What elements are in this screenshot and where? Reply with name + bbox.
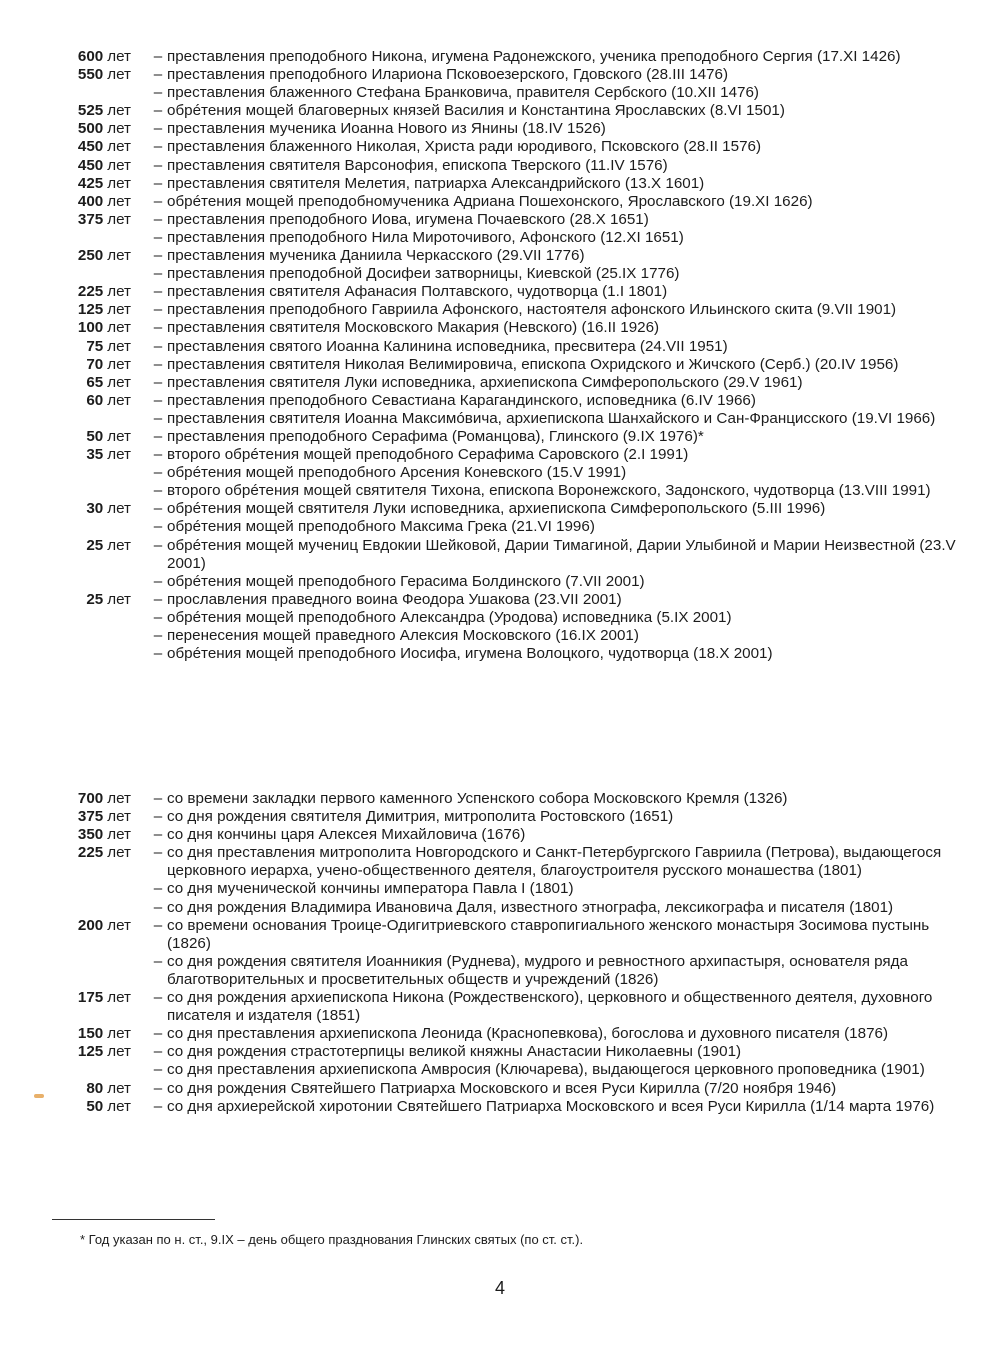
- anniversary-item-text: преставления святителя Мелетия, патриарха Александрийского (13.X 1601): [167, 174, 705, 192]
- anniversary-entry: [0, 247, 1000, 283]
- anniversary-item-text: преставления мученика Иоанна Нового из Янины (18.IV 1526): [167, 120, 606, 138]
- anniversary-item: – преставления святителя Афанасия Полтавского, чудотворца (1.I 1801): [167, 283, 960, 301]
- anniversary-entry: [0, 1043, 1000, 1079]
- anniversary-item: – преставления блаженного Стефана Бранковича, правителя Сербского (10.XII 1476): [167, 84, 960, 102]
- anniversary-item-text: преставления святителя Варсонофия, епископа Тверского (11.IV 1576): [167, 156, 668, 174]
- anniversary-item: – обрéтения мощей мучениц Евдокии Шейковой, Дарии Тимагиной, Дарии Улыбиной и Марии Неизвестной (23.V 2001): [167, 537, 960, 573]
- anniversary-years: [0, 591, 131, 663]
- anniversary-item-text: обрéтения мощей преподобного Герасима Болдинского (7.VII 2001): [167, 572, 645, 590]
- anniversary-item: – второго обрéтения мощей святителя Тихона, епископа Воронежского, Задонского, чудотворца (13.VIII 1991): [167, 482, 960, 500]
- years-unit: лет: [107, 156, 131, 174]
- anniversary-item: – со дня мученической кончины императора Павла I (1801): [167, 880, 960, 898]
- anniversary-item-text: обрéтения мощей благоверных князей Василия и Константина Ярославских (8.VI 1501): [167, 102, 785, 120]
- years-unit: лет: [107, 210, 131, 228]
- anniversary-entry: [0, 1080, 1000, 1098]
- years-unit: лет: [107, 301, 131, 319]
- years-number: 175: [77, 989, 104, 1007]
- years-unit: лет: [107, 192, 131, 210]
- anniversary-item: – преставления святого Иоанна Калинина исповедника, пресвитера (24.VII 1951): [167, 338, 960, 356]
- years-number: 425: [77, 174, 104, 192]
- years-number: 35: [86, 446, 104, 464]
- anniversary-years: [0, 48, 131, 66]
- anniversary-years: [0, 356, 131, 374]
- years-unit: лет: [107, 48, 131, 65]
- anniversary-item-text: перенесения мощей праведного Алексия Московского (16.IX 2001): [167, 627, 639, 644]
- anniversary-item: – обрéтения мощей преподобного Александра (Уродова) исповедника (5.IX 2001): [167, 609, 960, 627]
- years-number: 50: [86, 427, 104, 445]
- anniversary-item: – со времени закладки первого каменного Успенского собора Московского Кремля (1326): [167, 790, 960, 808]
- anniversary-years: [0, 917, 131, 989]
- anniversary-entry: [0, 826, 1000, 844]
- years-unit: лет: [107, 790, 131, 807]
- anniversary-years: [0, 989, 131, 1025]
- years-unit: лет: [107, 337, 131, 355]
- anniversary-item: – обрéтения мощей преподобного Максима Грека (21.VI 1996): [167, 518, 960, 536]
- years-number: 100: [77, 319, 104, 337]
- anniversary-entry: [0, 138, 1000, 156]
- anniversary-years: [0, 157, 131, 175]
- years-number: 30: [86, 500, 104, 518]
- anniversary-entry: [0, 790, 1000, 808]
- anniversary-entry: [0, 428, 1000, 446]
- anniversary-item-text: второго обрéтения мощей преподобного Серафима Саровского (2.I 1991): [167, 446, 689, 464]
- anniversary-entry: [0, 319, 1000, 337]
- anniversary-item-text: преставления святителя Афанасия Полтавского, чудотворца (1.I 1801): [167, 283, 668, 301]
- years-number: 125: [77, 301, 104, 319]
- years-number: 70: [86, 355, 104, 373]
- anniversary-item: – второго обрéтения мощей преподобного Серафима Саровского (2.I 1991): [167, 446, 960, 464]
- years-number: 225: [77, 844, 104, 862]
- anniversary-entry: [0, 808, 1000, 826]
- anniversary-years: [0, 138, 131, 156]
- anniversary-item-text: обрéтения мощей преподобного Максима Грека (21.VI 1996): [167, 518, 595, 536]
- anniversaries-church-list: [0, 48, 1000, 663]
- anniversary-entry: [0, 844, 1000, 916]
- anniversary-item-text: со дня рождения святителя Иоанникия (Руднева), мудрого и ревностного архипастыря, основателя ряда благотворительных и просветительных обществ и учреждений (1826): [167, 952, 908, 988]
- anniversary-item: – со дня преставления архиепископа Амвросия (Ключарева), выдающегося церковного проповедника (1901): [167, 1061, 960, 1079]
- anniversary-years: [0, 175, 131, 193]
- anniversary-item: – преставления мученика Иоанна Нового из Янины (18.IV 1526): [167, 120, 960, 138]
- anniversary-years: [0, 102, 131, 120]
- anniversary-item: – обрéтения мощей преподобного Арсения Коневского (15.V 1991): [167, 464, 960, 482]
- years-unit: лет: [107, 373, 131, 391]
- anniversary-item-text: преставления преподобного Нила Мироточивого, Афонского (12.XI 1651): [167, 228, 684, 246]
- anniversaries-history-list: [0, 790, 1000, 1116]
- anniversary-item-text: обрéтения мощей мучениц Евдокии Шейковой, Дарии Тимагиной, Дарии Улыбиной и Марии Неизвестной (23.V 2001): [167, 536, 956, 572]
- years-number: 25: [86, 590, 104, 608]
- anniversary-entry: [0, 392, 1000, 428]
- anniversary-item: – преставления блаженного Николая, Христа ради юродивого, Псковского (28.II 1576): [167, 138, 960, 156]
- anniversary-entry: [0, 591, 1000, 663]
- margin-mark: [34, 1094, 44, 1098]
- years-unit: лет: [107, 1025, 131, 1043]
- years-number: 200: [77, 916, 104, 934]
- anniversary-item: – преставления святителя Мелетия, патриарха Александрийского (13.X 1601): [167, 175, 960, 193]
- anniversary-entry: [0, 1098, 1000, 1116]
- years-unit: лет: [107, 391, 131, 409]
- anniversary-item: – преставления преподобного Севастиана Карагандинского, исповедника (6.IV 1966): [167, 392, 960, 410]
- anniversary-item-text: со дня архиерейской хиротонии Святейшего Патриарха Московского и всея Руси Кирилла (1/14 марта 1976): [167, 1097, 935, 1115]
- anniversary-item: – преставления преподобного Серафима (Романцова), Глинского (9.IX 1976)*: [167, 428, 960, 446]
- anniversary-item-text: преставления преподобного Иова, игумена Почаевского (28.X 1651): [167, 210, 649, 228]
- anniversary-item: – преставления преподобного Нила Мироточивого, Афонского (12.XI 1651): [167, 229, 960, 247]
- years-unit: лет: [107, 319, 131, 337]
- years-unit: лет: [107, 120, 131, 138]
- anniversary-years: [0, 193, 131, 211]
- anniversary-years: [0, 1098, 131, 1116]
- years-unit: лет: [107, 1097, 131, 1115]
- anniversary-years: [0, 392, 131, 428]
- anniversary-entry: [0, 66, 1000, 102]
- anniversary-item-text: преставления святителя Николая Велимировича, епископа Охридского и Жичского (Серб.) (20.IV 1956): [167, 355, 899, 373]
- anniversary-item: – преставления святителя Иоанна Максимóвича, архиепископа Шанхайского и Сан-Францисского (19.VI 1966): [167, 410, 960, 428]
- years-number: 450: [77, 138, 104, 156]
- anniversary-item-text: обрéтения мощей преподобномученика Адриана Пошехонского, Ярославского (19.XI 1626): [167, 192, 813, 210]
- years-unit: лет: [107, 500, 131, 518]
- anniversary-years: [0, 790, 131, 808]
- anniversary-item-text: со дня преставления архиепископа Амвросия (Ключарева), выдающегося церковного проповедника (1901): [167, 1061, 925, 1079]
- anniversary-item: – обрéтения мощей преподобномученика Адриана Пошехонского, Ярославского (19.XI 1626): [167, 193, 960, 211]
- years-unit: лет: [107, 826, 131, 844]
- anniversary-years: [0, 211, 131, 247]
- anniversary-item-text: преставления преподобного Серафима (Романцова), Глинского (9.IX 1976)*: [167, 427, 704, 445]
- years-number: 125: [77, 1043, 104, 1061]
- anniversary-item: – преставления преподобной Досифеи затворницы, Киевской (25.IX 1776): [167, 265, 960, 283]
- years-unit: лет: [107, 247, 131, 265]
- anniversary-item: – преставления преподобного Иова, игумена Почаевского (28.X 1651): [167, 211, 960, 229]
- anniversary-years: [0, 537, 131, 591]
- anniversary-item-text: обрéтения мощей преподобного Арсения Коневского (15.V 1991): [167, 464, 627, 482]
- anniversary-item-text: со дня преставления митрополита Новгородского и Санкт-Петербургского Гавриила (Петрова), выдающегося церковного иерарха, учено-общественного деятеля, благоустроителя русского монашества (1801): [167, 844, 942, 880]
- years-number: 375: [77, 808, 104, 826]
- anniversary-item-text: со времени закладки первого каменного Успенского собора Московского Кремля (1326): [167, 790, 788, 807]
- anniversary-item: – обрéтения мощей преподобного Иосифа, игумена Волоцкого, чудотворца (18.X 2001): [167, 645, 960, 663]
- anniversary-item-text: со дня рождения Святейшего Патриарха Московского и всея Руси Кирилла (7/20 ноября 1946): [167, 1079, 837, 1097]
- anniversary-item-text: обрéтения мощей святителя Луки исповедника, архиепископа Симферопольского (5.III 1996): [167, 500, 826, 518]
- anniversary-item-text: обрéтения мощей преподобного Александра (Уродова) исповедника (5.IX 2001): [167, 608, 732, 626]
- page-number: 4: [494, 1278, 505, 1298]
- anniversary-entry: [0, 1025, 1000, 1043]
- years-number: 525: [77, 102, 104, 120]
- years-number: 25: [86, 536, 104, 554]
- anniversary-item-text: преставления святителя Иоанна Максимóвича, архиепископа Шанхайского и Сан-Францисского (19.VI 1966): [167, 409, 936, 427]
- anniversary-item: – преставления преподобного Илариона Псковоезерского, Гдовского (28.III 1476): [167, 66, 960, 84]
- anniversary-item: – преставления преподобного Никона, игумена Радонежского, ученика преподобного Сергия (17.XI 1426): [167, 48, 960, 66]
- anniversary-item: – преставления святителя Варсонофия, епископа Тверского (11.IV 1576): [167, 157, 960, 175]
- years-number: 60: [86, 391, 104, 409]
- anniversary-entry: [0, 374, 1000, 392]
- anniversary-item-text: преставления блаженного Стефана Бранковича, правителя Сербского (10.XII 1476): [167, 84, 759, 102]
- anniversary-item: – со дня рождения святителя Иоанникия (Руднева), мудрого и ревностного архипастыря, основателя ряда благотворительных и просветительных обществ и учреждений (1826): [167, 953, 960, 989]
- anniversary-item: – обрéтения мощей святителя Луки исповедника, архиепископа Симферопольского (5.III 1996): [167, 500, 960, 518]
- anniversary-entry: [0, 356, 1000, 374]
- anniversary-item: – преставления мученика Даниила Черкасского (29.VII 1776): [167, 247, 960, 265]
- anniversary-item: – со дня рождения страстотерпицы великой княжны Анастасии Николаевны (1901): [167, 1043, 960, 1061]
- years-unit: лет: [107, 1043, 131, 1061]
- anniversary-item: – обрéтения мощей преподобного Герасима Болдинского (7.VII 2001): [167, 573, 960, 591]
- anniversary-years: [0, 374, 131, 392]
- anniversary-years: [0, 283, 131, 301]
- anniversary-item: – прославления праведного воина Феодора Ушакова (23.VII 2001): [167, 591, 960, 609]
- anniversary-entry: [0, 283, 1000, 301]
- anniversary-entry: [0, 500, 1000, 536]
- anniversary-years: [0, 247, 131, 283]
- years-number: 150: [77, 1025, 104, 1043]
- anniversary-years: [0, 120, 131, 138]
- anniversary-item-text: обрéтения мощей преподобного Иосифа, игумена Волоцкого, чудотворца (18.X 2001): [167, 645, 773, 663]
- years-unit: лет: [107, 844, 131, 862]
- years-number: 65: [86, 373, 104, 391]
- anniversary-years: [0, 66, 131, 102]
- anniversary-item: – со дня рождения Владимира Ивановича Даля, известного этнографа, лексикографа и писателя (1801): [167, 899, 960, 917]
- anniversary-item-text: со дня рождения Владимира Ивановича Даля, известного этнографа, лексикографа и писателя (1801): [167, 898, 894, 916]
- footnote: * Год указан по н. ст., 9.IX – день общего празднования Глинских святых (по ст. ст.).: [80, 1232, 584, 1247]
- years-unit: лет: [107, 808, 131, 826]
- anniversary-item-text: со дня мученической кончины императора Павла I (1801): [167, 880, 574, 898]
- anniversary-item-text: со дня рождения страстотерпицы великой княжны Анастасии Николаевны (1901): [167, 1043, 742, 1061]
- anniversary-item-text: со дня рождения архиепископа Никона (Рождественского), церковного и общественного деятеля, духовного писателя и издателя (1851): [167, 989, 933, 1025]
- anniversary-years: [0, 446, 131, 500]
- anniversary-item-text: преставления преподобного Никона, игумена Радонежского, ученика преподобного Сергия (17.XI 1426): [167, 48, 901, 65]
- anniversary-years: [0, 319, 131, 337]
- anniversary-years: [0, 500, 131, 536]
- years-number: 250: [77, 247, 104, 265]
- anniversary-item-text: преставления святителя Московского Макария (Невского) (16.II 1926): [167, 319, 660, 337]
- anniversary-item-text: преставления блаженного Николая, Христа ради юродивого, Псковского (28.II 1576): [167, 138, 762, 156]
- years-unit: лет: [107, 355, 131, 373]
- years-unit: лет: [107, 989, 131, 1007]
- anniversary-entry: [0, 120, 1000, 138]
- anniversary-item-text: преставления мученика Даниила Черкасского (29.VII 1776): [167, 247, 585, 265]
- anniversary-item-text: со времени основания Троице-Одигитриевского ставропигиального женского монастыря Зосимова пустынь (1826): [167, 916, 930, 952]
- anniversary-item-text: со дня кончины царя Алексея Михайловича (1676): [167, 826, 526, 844]
- anniversary-entry: [0, 537, 1000, 591]
- years-unit: лет: [107, 138, 131, 156]
- anniversary-entry: [0, 175, 1000, 193]
- anniversary-years: [0, 1080, 131, 1098]
- years-number: 550: [77, 66, 104, 84]
- anniversary-item-text: со дня рождения святителя Димитрия, митрополита Ростовского (1651): [167, 808, 674, 826]
- anniversary-item: – преставления святителя Николая Велимировича, епископа Охридского и Жичского (Серб.) (20.IV 1956): [167, 356, 960, 374]
- anniversary-item: – со дня рождения Святейшего Патриарха Московского и всея Руси Кирилла (7/20 ноября 1946): [167, 1080, 960, 1098]
- anniversary-item: – со дня преставления митрополита Новгородского и Санкт-Петербургского Гавриила (Петрова), выдающегося церковного иерарха, учено-общественного деятеля, благоустроителя русского монашества (1801): [167, 844, 960, 880]
- anniversary-item: – со дня рождения святителя Димитрия, митрополита Ростовского (1651): [167, 808, 960, 826]
- footnote-separator: [52, 1219, 215, 1220]
- anniversary-item: – преставления святителя Луки исповедника, архиепископа Симферопольского (29.V 1961): [167, 374, 960, 392]
- years-number: 350: [77, 826, 104, 844]
- anniversary-item-text: преставления святого Иоанна Калинина исповедника, пресвитера (24.VII 1951): [167, 337, 728, 355]
- anniversary-item-text: преставления преподобного Гавриила Афонского, настоятеля афонского Ильинского скита (9.VII 1901): [167, 301, 897, 319]
- years-unit: лет: [107, 590, 131, 608]
- anniversary-item-text: прославления праведного воина Феодора Ушакова (23.VII 2001): [167, 590, 622, 608]
- years-unit: лет: [107, 283, 131, 301]
- years-number: 400: [77, 192, 104, 210]
- anniversary-entry: [0, 211, 1000, 247]
- anniversary-item: – со дня преставления архиепископа Леонида (Краснопевкова), богослова и духовного писателя (1876): [167, 1025, 960, 1043]
- anniversary-item: – перенесения мощей праведного Алексия Московского (16.IX 2001): [167, 627, 960, 645]
- years-number: 450: [77, 156, 104, 174]
- anniversary-entry: [0, 193, 1000, 211]
- anniversary-entry: [0, 48, 1000, 66]
- anniversary-entry: [0, 157, 1000, 175]
- years-unit: лет: [107, 446, 131, 464]
- years-number: 700: [77, 790, 104, 807]
- years-unit: лет: [107, 102, 131, 120]
- anniversary-years: [0, 428, 131, 446]
- years-unit: лет: [107, 174, 131, 192]
- anniversary-item-text: второго обрéтения мощей святителя Тихона, епископа Воронежского, Задонского, чудотворца (13.VIII 1991): [167, 482, 931, 500]
- anniversary-years: [0, 301, 131, 319]
- years-number: 80: [86, 1079, 104, 1097]
- years-number: 75: [86, 337, 104, 355]
- anniversary-item: – со времени основания Троице-Одигитриевского ставропигиального женского монастыря Зосимова пустынь (1826): [167, 917, 960, 953]
- anniversary-years: [0, 1025, 131, 1043]
- years-unit: лет: [107, 916, 131, 934]
- years-number: 375: [77, 210, 104, 228]
- anniversary-item-text: со дня преставления архиепископа Леонида (Краснопевкова), богослова и духовного писателя (1876): [167, 1025, 889, 1043]
- anniversary-item-text: преставления преподобного Илариона Псковоезерского, Гдовского (28.III 1476): [167, 66, 729, 84]
- anniversary-years: [0, 338, 131, 356]
- anniversary-item: – со дня рождения архиепископа Никона (Рождественского), церковного и общественного деятеля, духовного писателя и издателя (1851): [167, 989, 960, 1025]
- years-unit: лет: [107, 536, 131, 554]
- anniversary-item: – преставления преподобного Гавриила Афонского, настоятеля афонского Ильинского скита (9.VII 1901): [167, 301, 960, 319]
- anniversary-entry: [0, 102, 1000, 120]
- anniversary-item-text: преставления преподобного Севастиана Карагандинского, исповедника (6.IV 1966): [167, 391, 756, 409]
- anniversary-years: [0, 844, 131, 916]
- anniversary-entry: [0, 917, 1000, 989]
- anniversary-item: – обрéтения мощей благоверных князей Василия и Константина Ярославских (8.VI 1501): [167, 102, 960, 120]
- anniversary-entry: [0, 301, 1000, 319]
- years-number: 500: [77, 120, 104, 138]
- anniversary-entry: [0, 338, 1000, 356]
- years-number: 600: [77, 48, 104, 65]
- anniversary-years: [0, 808, 131, 826]
- anniversary-years: [0, 826, 131, 844]
- anniversary-item: – со дня архиерейской хиротонии Святейшего Патриарха Московского и всея Руси Кирилла (1/14 марта 1976): [167, 1098, 960, 1116]
- anniversary-item: – преставления святителя Московского Макария (Невского) (16.II 1926): [167, 319, 960, 337]
- years-number: 50: [86, 1097, 104, 1115]
- anniversary-entry: [0, 446, 1000, 500]
- anniversary-years: [0, 1043, 131, 1079]
- anniversary-item-text: преставления святителя Луки исповедника, архиепископа Симферопольского (29.V 1961): [167, 373, 803, 391]
- years-unit: лет: [107, 66, 131, 84]
- years-unit: лет: [107, 1079, 131, 1097]
- years-unit: лет: [107, 427, 131, 445]
- years-number: 225: [77, 283, 104, 301]
- anniversary-item: – со дня кончины царя Алексея Михайловича (1676): [167, 826, 960, 844]
- anniversary-item-text: преставления преподобной Досифеи затворницы, Киевской (25.IX 1776): [167, 265, 680, 283]
- anniversary-entry: [0, 989, 1000, 1025]
